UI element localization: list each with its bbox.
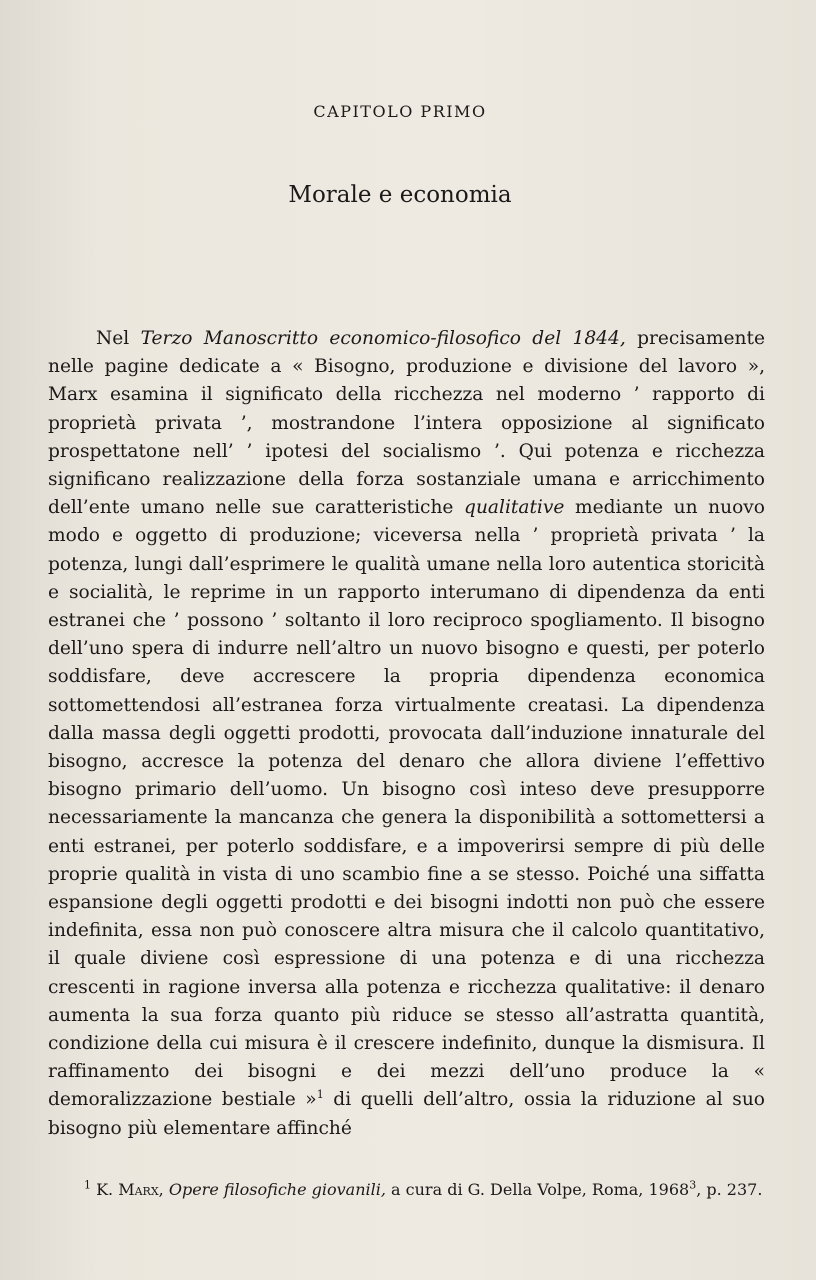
work-title: Terzo Manoscritto economico-filosofico del 1844, (140, 328, 626, 349)
body-text (48, 325, 765, 1143)
text-run: di quelli dell’altro, ossia la riduzione al suo bisogno più elementare affinché (48, 1089, 766, 1139)
emphasis: qualitative (464, 497, 565, 519)
footnote-reference[interactable]: 1 (316, 1088, 324, 1102)
text-run: mediante un nuovo modo e oggetto di produzione; viceversa nella ’ proprietà privata ’ la potenza, lungi dall’esprimere le qualità umane nella loro autentica storicità e socialità, le reprime in un rapporto interumano di dipendenza da enti estranei che ’ possono ’ soltanto il loro reciproco spogliamento. Il bisogno dell’uno spera di indurre nell’altro un nuovo bisogno e questi, per poterlo soddisfare, deve accrescere la propria dipendenza economica sottomettendosi all’estranea forza virtualmente creatasi. La dipendenza dalla massa degli oggetti prodotti, provocata dall’induzione innaturale del bisogno, accresce la potenza del denaro che allora diviene l’effettivo bisogno primario dell’uomo. Un bisogno così inteso deve presupporre necessariamente la mancanza che genera la disponibilità a sottomettersi a enti estranei, per poterlo soddisfare, e a impoverirsi sempre di più delle proprie qualità in vista di uno scambio fine a se stesso. Poiché una siffatta espansione degli oggetti prodotti e dei bisogni indotti non può che essere indefinita, essa non può conoscere altra misura che il calcolo quantitativo, il quale diviene così espressione di una potenza e di una ricchezza crescenti in ragione inversa alla potenza e ricchezza qualitative: il denaro aumenta la sua forza quanto più riduce se stesso all’astratta quantità, condizione della cui misura è il crescere indefinito, dunque la dismisura. Il raffinamento dei bisogni e dei mezzi dell’uno produce la « demoralizzazione bestiale » (48, 497, 766, 1111)
footnote-author: K. Marx, (96, 1180, 164, 1199)
edition-superscript: 3 (689, 1178, 697, 1192)
chapter-label: CAPITOLO PRIMO (313, 102, 487, 121)
paragraph (48, 325, 765, 1143)
text-run: precisamente nelle pagine dedicate a « Bisogno, produzione e divisione del lavoro », Marx esamina il significato della ricchezza nel moderno ’ rapporto di proprietà privata ’, mostrandone l’intera opposizione al significato prospettatone nell’ ’ ipotesi del socialismo ’. Qui potenza e ricchezza significano realizzazione della forza sostanziale umana e arricchimento dell’ente umano nelle sue caratteristiche (48, 328, 766, 519)
footnote-number: 1 (84, 1178, 91, 1192)
text-run: Nel (96, 328, 141, 349)
chapter-title: Morale e economia (288, 182, 512, 208)
footnote-text: , p. 237. (696, 1180, 763, 1199)
footnote (48, 1178, 765, 1202)
footnote-text: a cura di G. Della Volpe, Roma, 1968 (385, 1180, 690, 1199)
footnote-work: Opere filosofiche giovanili, (168, 1180, 386, 1199)
